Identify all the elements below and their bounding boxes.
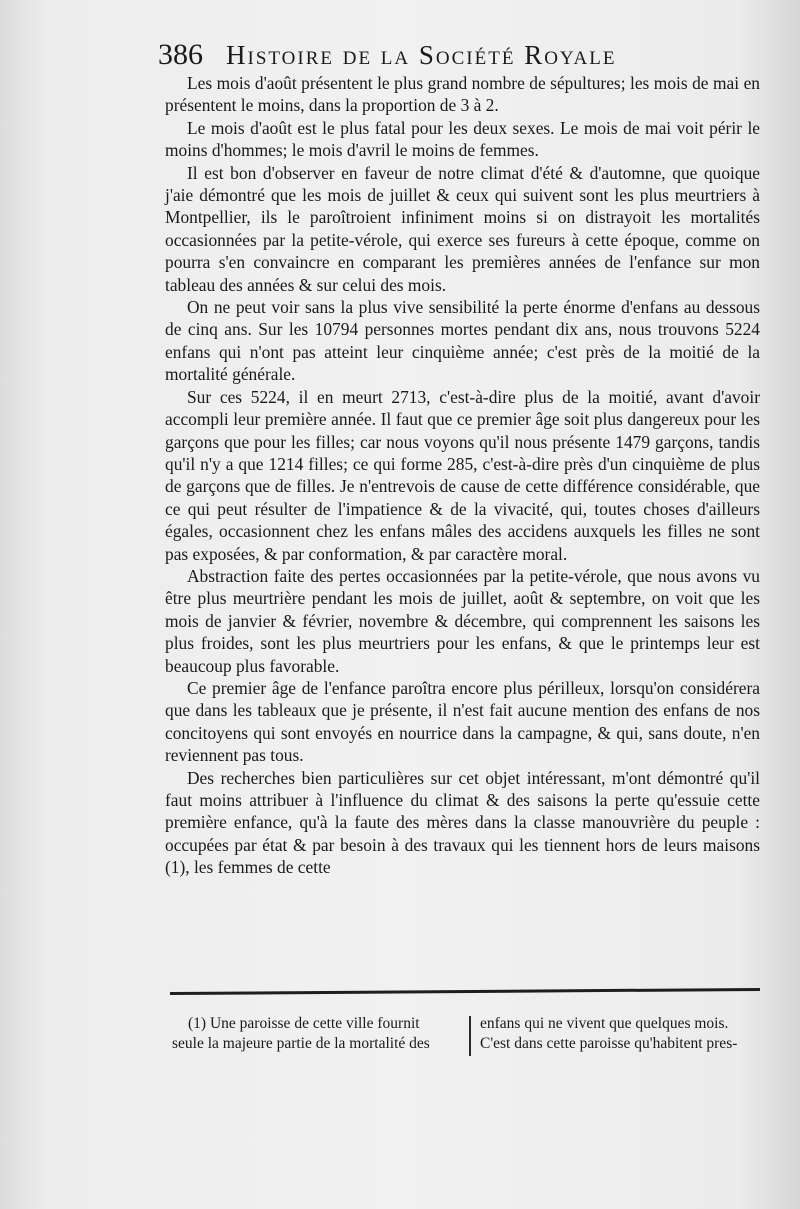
page-number: 386 [158,38,203,71]
paragraph: Les mois d'août présentent le plus grand nombre de sépultures; les mois de mai en présentent le moins, dans la proportion de 3 à 2. [165,73,760,116]
footnote-rule [170,988,760,995]
footnote-right-column [480,1014,770,1054]
body-text [165,72,760,879]
footnote-left-column [172,1014,464,1054]
running-head: Histoire de la Société Royale [226,40,617,70]
paragraph: Des recherches bien particulières sur cet objet intéressant, m'ont démontré qu'il faut moins attribuer à l'influence du climat & des saisons la perte qu'essuie cette première enfance, qu'à la faute des mères dans la classe manouvrière du peuple : occupées par état & par besoin à des travaux qui les tiennent hors de leurs maisons (1), les femmes de cette [165,767,760,878]
footnote-line: seule la majeure partie de la mortalité des [172,1035,430,1052]
footnote-column-divider [469,1016,471,1056]
paragraph: Le mois d'août est le plus fatal pour les deux sexes. Le mois de mai voit périr le moins d'hommes; le mois d'avril le moins de femmes. [165,117,760,161]
paragraph: Il est bon d'observer en faveur de notre climat d'été & d'automne, que quoique j'aie démontré que les mois de juillet & ceux qui suivent sont les plus meurtriers à Montpellier, ils le paroîtroient infiniment moins si on distrayoit les mortalités occasionnées par la petite-vérole, qui exerce ses fureurs à cette époque, comme on pourra s'en convaincre en comparant les premières années de l'enfance sur mon tableau des années & sur celui des mois. [165,162,760,295]
paragraph: Ce premier âge de l'enfance paroîtra encore plus périlleux, lorsqu'on considérera que dans les tableaux que je présente, il n'est fait aucune mention des enfans de nos concitoyens qui sont envoyés en nourrice dans la campagne, & qui, sans doute, n'en reviennent pas tous. [165,677,760,766]
footnote-line: enfans qui ne vivent que quelques mois. [480,1015,729,1032]
footnote-line: (1) Une paroisse de cette ville fournit [188,1015,420,1032]
footnote-line: C'est dans cette paroisse qu'habitent pres- [480,1035,738,1052]
paragraph: On ne peut voir sans la plus vive sensibilité la perte énorme d'enfans au dessous de cinq ans. Sur les 10794 personnes mortes pendant dix ans, nous trouvons 5224 enfans qui n'ont pas atteint leur cinquième année; c'est près de la moitié de la mortalité générale. [165,297,760,385]
paragraph: Abstraction faite des pertes occasionnées par la petite-vérole, que nous avons vu être plus meurtrière pendant les mois de juillet, août & septembre, on voit que les mois de janvier & février, novembre & décembre, qui comprennent les saisons les plus froides, sont les plus meurtriers pour les enfans, & que le printemps leur est beaucoup plus favorable. [165,565,760,676]
paragraph: Sur ces 5224, il en meurt 2713, c'est-à-dire plus de la moitié, avant d'avoir accompli leur première année. Il faut que ce premier âge soit plus dangereux pour les garçons que pour les filles; car nous voyons qu'il nous présente 1479 garçons, tandis qu'il n'y a que 1214 filles; ce qui forme 285, c'est-à-dire près d'un cinquième de plus de garçons que de filles. Je n'entrevois de cause de cette différence considérable, que ce qui peut résulter de l'impatience & de la vivacité, qui, toutes choses d'ailleurs égales, occasionnent chez les enfans mâles des accidens auxquels les filles ne sont pas exposées, & par conformation, & par caractère moral. [165,386,760,564]
